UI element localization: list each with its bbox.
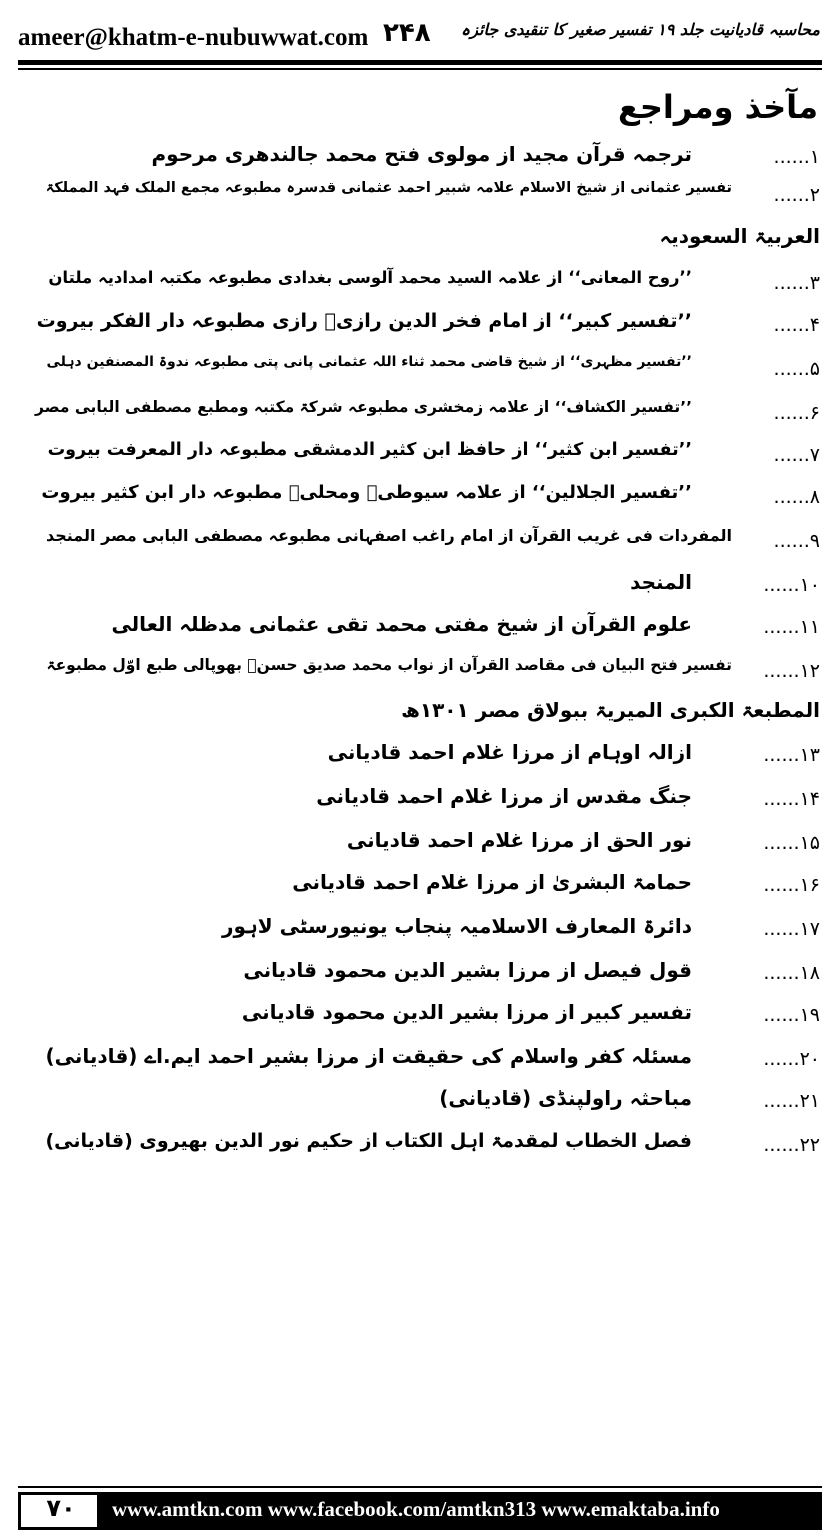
item-text: قول فیصل از مرزا بشیر الدین محمود قادیانی xyxy=(243,958,692,982)
item-text: دائرۃ المعارف الاسلامیہ پنجاب یونیورسٹی لاہور xyxy=(222,914,692,938)
item-number: ۵...... xyxy=(773,358,820,380)
item-text: ’’روح المعانی‘‘ از علامہ السید محمد آلوسی بغدادی مطبوعہ مکتبہ امدادیہ ملتان xyxy=(48,268,692,287)
item-number: ۱۰...... xyxy=(763,574,820,596)
list-item xyxy=(20,480,820,520)
footer-page-number: ۷۰ xyxy=(46,1494,76,1522)
item-text: ترجمہ قرآن مجید از مولوی فتح محمد جالندھری مرحوم xyxy=(151,142,692,166)
item-text: نور الحق از مرزا غلام احمد قادیانی xyxy=(346,828,692,852)
item-number: ۱۹...... xyxy=(763,1004,820,1026)
item-number: ۳...... xyxy=(773,272,820,294)
header-page-number: ۲۴۸ xyxy=(383,18,431,48)
header-rule-thin xyxy=(18,68,822,70)
list-item xyxy=(20,438,820,478)
footer-links[interactable]: www.amtkn.com www.facebook.com/amtkn313 www.emaktaba.info xyxy=(112,1497,720,1521)
item-number: ۷...... xyxy=(773,444,820,466)
item-text: المنجد xyxy=(630,570,692,594)
item-text: تفسیر فتح البیان فی مقاصد القرآن از نواب محمد صدیق حسنؒ بھوپالی طبع اوّل مطبوعۃ xyxy=(46,656,732,674)
section-heading: مآخذ ومراجع xyxy=(617,88,818,126)
list-item-continuation xyxy=(20,696,820,736)
list-item xyxy=(20,998,820,1038)
item-text: مسئلہ کفر واسلام کی حقیقت از مرزا بشیر احمد ایم.اے (قادیانی) xyxy=(45,1044,692,1068)
list-item xyxy=(20,868,820,908)
page-header xyxy=(0,0,840,70)
list-item xyxy=(20,352,820,392)
list-item xyxy=(20,568,820,608)
item-text: ’’تفسیر الکشاف‘‘ از علامہ زمخشری مطبوعہ شرکۃ مکتبہ ومطبع مصطفی البابی مصر xyxy=(34,398,692,416)
list-item xyxy=(20,782,820,822)
item-number: ۱۱...... xyxy=(763,616,820,638)
item-number: ۲۱...... xyxy=(763,1090,820,1112)
list-item xyxy=(20,912,820,952)
list-item xyxy=(20,524,820,564)
item-number: ۲۲...... xyxy=(763,1134,820,1156)
references-list xyxy=(20,140,820,1462)
list-item xyxy=(20,826,820,866)
item-number: ۱۷...... xyxy=(763,918,820,940)
item-number: ۱۳...... xyxy=(763,744,820,766)
item-text: حمامۃ البشریٰ از مرزا غلام احمد قادیانی xyxy=(292,870,692,894)
item-number: ۹...... xyxy=(773,530,820,552)
list-item xyxy=(20,738,820,778)
list-item xyxy=(20,1042,820,1082)
item-text-continuation: المطبعۃ الکبری المیریۃ ببولاق مصر ۱۳۰۱ھ xyxy=(401,698,820,722)
item-text: ’’تفسیر مظہری‘‘ از شیخ قاضی محمد ثناء اللہ عثمانی پانی پتی مطبوعہ ندوۃ المصنفین دہلی xyxy=(46,354,692,370)
item-number: ۱۸...... xyxy=(763,962,820,984)
list-item xyxy=(20,178,820,218)
item-number: ۴...... xyxy=(773,314,820,336)
list-item-continuation xyxy=(20,222,820,262)
list-item xyxy=(20,140,820,180)
item-number: ۱۲...... xyxy=(763,660,820,682)
item-number: ۶...... xyxy=(773,402,820,424)
item-number: ۱۵...... xyxy=(763,832,820,854)
item-number: ۲۰...... xyxy=(763,1048,820,1070)
item-number: ۱...... xyxy=(773,146,820,168)
item-text: ازالہ اوہام از مرزا غلام احمد قادیانی xyxy=(327,740,692,764)
list-item xyxy=(20,654,820,694)
item-text: مباحثہ راولپنڈی (قادیانی) xyxy=(439,1086,692,1110)
list-item xyxy=(20,956,820,996)
item-text: المفردات فی غریب القرآن از امام راغب اصفہانی مطبوعہ مصطفی البابی مصر المنجد xyxy=(45,526,732,545)
header-book-title: محاسبہ قادیانیت جلد ۱۹ تفسیر صغیر کا تنقیدی جائزہ xyxy=(460,20,820,39)
item-text: ’’تفسیر الجلالین‘‘ از علامہ سیوطیؒ ومحلیؒ مطبوعہ دار ابن کثیر بیروت xyxy=(41,482,692,503)
item-text: ’’تفسیر ابن کثیر‘‘ از حافظ ابن کثیر الدمشقی مطبوعہ دار المعرفت بیروت xyxy=(47,440,692,460)
list-item xyxy=(20,1128,820,1168)
list-item xyxy=(20,308,820,348)
footer-rule xyxy=(18,1486,822,1488)
header-rule-thick xyxy=(18,60,822,65)
item-text: جنگ مقدس از مرزا غلام احمد قادیانی xyxy=(316,784,692,808)
item-text: علوم القرآن از شیخ مفتی محمد تقی عثمانی مدظلہ العالی xyxy=(111,612,692,636)
item-number: ۱۴...... xyxy=(763,788,820,810)
header-email: ameer@khatm-e-nubuwwat.com xyxy=(18,24,369,51)
list-item xyxy=(20,266,820,306)
item-text: تفسیر کبیر از مرزا بشیر الدین محمود قادیانی xyxy=(241,1000,692,1024)
list-item xyxy=(20,1084,820,1124)
item-text: تفسیر عثمانی از شیخ الاسلام علامہ شبیر احمد عثمانی قدسرہ مطبوعہ مجمع الملک فہد المملکۃ xyxy=(45,180,732,196)
list-item xyxy=(20,610,820,650)
item-text: فصل الخطاب لمقدمۃ اہل الکتاب از حکیم نور الدین بھیروی (قادیانی) xyxy=(45,1130,692,1152)
item-text-continuation: العربیۃ السعودیہ xyxy=(659,224,820,248)
item-text: ’’تفسیر کبیر‘‘ از امام فخر الدین رازیؒ رازی مطبوعہ دار الفکر بیروت xyxy=(36,310,692,332)
item-number: ۱۶...... xyxy=(763,874,820,896)
item-number: ۲...... xyxy=(773,184,820,206)
item-number: ۸...... xyxy=(773,486,820,508)
list-item xyxy=(20,396,820,436)
